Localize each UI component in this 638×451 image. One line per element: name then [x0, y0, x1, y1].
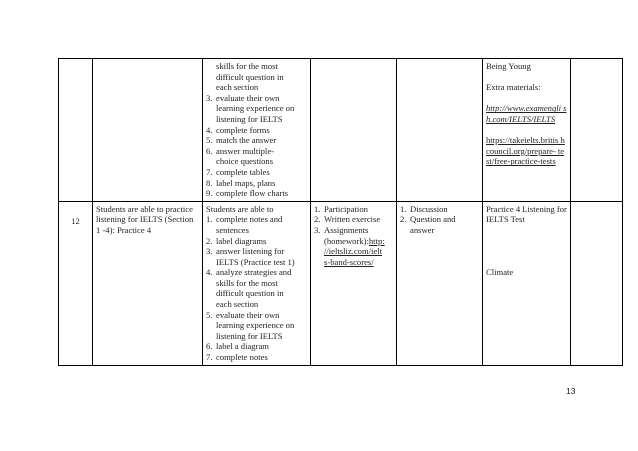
list-item: 3. Assignments (homework):http: //ieltsliz.com/ielt s-band-scores/	[314, 225, 393, 267]
table-row	[59, 59, 623, 202]
ieltsliz-link-part[interactable]: http:	[368, 235, 385, 246]
learning-outcome-cell	[93, 201, 203, 365]
materials-cell	[483, 59, 571, 202]
table-row	[59, 201, 623, 365]
assessment-cell	[311, 59, 397, 202]
extra-materials-label: Extra materials:	[486, 82, 541, 93]
assessment-list	[314, 204, 393, 268]
examenglish-link[interactable]: http://www.examengli sh.com/IELTS/IELTS	[486, 103, 567, 124]
activities-cell	[397, 59, 483, 202]
list-item: 1. Participation	[314, 203, 368, 214]
list-item: 1. Discussion	[400, 203, 448, 214]
britishcouncil-link[interactable]: https://takeielts.britis hcouncil.org/prepare- test/free-practice-tests	[486, 135, 565, 167]
list-item: 4. analyze strategies and skills for the most difficult question in each section	[206, 267, 292, 310]
materials-line: Being Young	[486, 61, 531, 71]
week-cell	[59, 59, 93, 202]
ieltsliz-link-end[interactable]: s-band-scores/	[324, 256, 374, 267]
materials-cell	[483, 201, 571, 365]
syllabus-table	[58, 58, 623, 366]
methods-cell	[203, 201, 311, 365]
methods-list	[206, 214, 307, 362]
methods-list	[206, 61, 307, 199]
assessment-cell	[311, 201, 397, 365]
learning-outcome-cell	[93, 59, 203, 202]
list-item: 3. answer listening for IELTS (Practice test 1)	[206, 246, 295, 267]
list-item: 1. complete notes and sentences	[206, 214, 283, 235]
list-item: skills for the most difficult question in each section	[216, 61, 284, 93]
list-item: 2. label diagrams	[206, 235, 267, 246]
ieltsliz-link[interactable]: //ieltsliz.com/ielt	[324, 246, 382, 257]
methods-intro: Students are able to	[206, 203, 274, 214]
list-item: 9. complete flow charts	[206, 188, 289, 199]
list-item: 8. label maps, plans	[206, 177, 276, 188]
learning-outcome-text: Students are able to practice listening for IELTS (Section 1 -4): Practice 4	[96, 203, 194, 235]
list-item: 4. complete forms	[206, 124, 270, 135]
list-item: 3. evaluate their own learning experience on listening for IELTS	[206, 92, 295, 124]
list-item: 5. match the answer	[206, 135, 277, 146]
list-item: 2. Question and answer	[400, 214, 456, 235]
activities-cell	[397, 201, 483, 365]
activities-list	[400, 204, 479, 236]
page-number: 13	[566, 386, 576, 396]
notes-cell	[571, 59, 623, 202]
list-item: 6. label a diagram	[206, 341, 269, 352]
methods-cell	[203, 59, 311, 202]
list-item: 7. complete notes	[206, 352, 268, 363]
list-item: 5. evaluate their own learning experience on listening for IELTS	[206, 309, 295, 341]
list-item: 7. complete tables	[206, 166, 270, 177]
notes-cell	[571, 201, 623, 365]
materials-line: IELTS Test	[486, 214, 525, 225]
materials-topic: Climate	[486, 266, 514, 277]
list-item: 2. Written exercise	[314, 214, 381, 225]
list-item: 6. answer multiple- choice questions	[206, 145, 274, 167]
materials-line: Practice 4 Listening for	[486, 203, 567, 214]
week-number: 12	[59, 201, 93, 365]
